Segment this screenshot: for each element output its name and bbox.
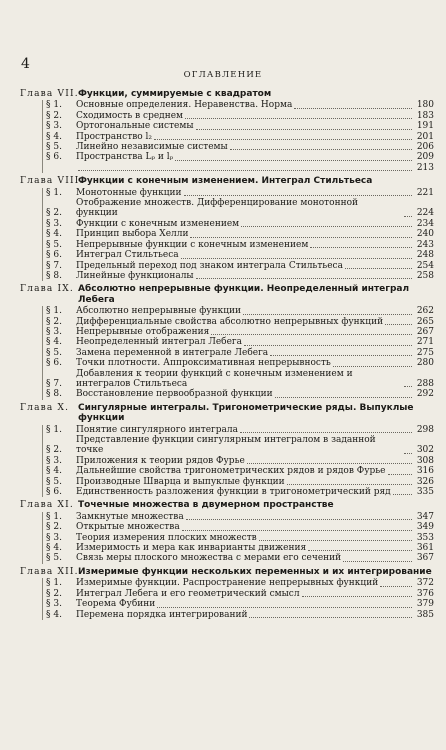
toc-entry[interactable] [46,589,434,599]
leader-dots [181,258,412,259]
section-title: Точки плотности. Аппроксимативная непрерывность [76,358,331,369]
page-ref: 292 [416,389,434,400]
leader-dots [308,550,412,551]
section-number: § 6. [46,152,62,163]
section-title: Дифференциальные свойства абсолютно непрерывных функций [76,316,384,327]
page-header: ОГЛАВЛЕНИЕ [183,70,263,80]
section-title: Единственность разложения функции в тригонометрический ряд [76,487,391,498]
section-title: Теорема Фубини [76,599,156,610]
leader-dots [275,397,412,398]
page-ref: 280 [416,358,434,369]
section-number: § 8. [46,270,62,281]
section-number: § 2. [46,110,62,121]
toc-entry[interactable] [46,477,434,487]
page-ref: 248 [416,250,434,261]
section-number: § 4. [46,466,62,477]
section-number: § 3. [46,121,62,132]
toc-entry[interactable] [46,337,434,347]
page-ref: 298 [416,424,434,435]
leader-dots [343,561,412,562]
page-ref: 376 [416,588,434,599]
chapter-label: Глава VII. [20,89,79,99]
toc-entry[interactable] [46,369,434,390]
section-number: § 4. [46,609,62,620]
chapter-heading [20,89,434,99]
page-ref: 183 [416,110,434,121]
toc-entry[interactable] [46,261,434,271]
chapter-heading [20,567,434,577]
page-ref: 213 [416,162,434,173]
toc-entry[interactable] [46,121,434,131]
section-title: Линейные функционалы [76,270,194,281]
page-ref: 243 [416,239,434,250]
toc-entry[interactable] [46,522,434,532]
section-number: § 4. [46,131,62,142]
page-ref: 275 [416,347,434,358]
section-title: Приложения к теории рядов Фурье [76,455,245,466]
section-number: § 1. [46,511,62,522]
section-list [42,512,434,564]
leader-dots [404,386,412,387]
chapter-heading [20,500,434,510]
leader-dots [404,453,412,454]
page-ref: 349 [416,522,434,533]
page-ref: 308 [416,455,434,466]
leader-dots [393,494,412,495]
page-ref: 191 [416,121,434,132]
section-number: § 3. [46,326,62,337]
page-ref: 209 [416,152,434,163]
leader-dots [404,216,412,217]
toc-entry[interactable] [46,610,434,620]
leader-dots [270,355,412,356]
leader-dots [302,596,412,597]
section-title: Замена переменной в интеграле Лебега [76,347,269,358]
toc-entry[interactable] [46,599,434,609]
page-ref: 367 [416,553,434,564]
page-ref: 361 [416,543,434,554]
leader-dots [249,617,412,618]
toc-entry[interactable] [46,317,434,327]
leader-dots [385,324,412,325]
page-ref: 240 [416,229,434,240]
leader-dots [182,530,412,531]
section-number: § 2. [46,445,62,456]
toc-entry[interactable] [46,132,434,142]
toc-entry[interactable] [46,219,434,229]
section-title: Замкнутые множества [76,511,184,522]
toc-entry[interactable] [46,512,434,522]
toc-entry[interactable] [46,100,434,110]
section-title: Функции с конечным изменением [76,218,240,229]
section-title: Ортогональные системы [76,121,194,132]
toc-entry[interactable] [46,111,434,121]
section-number: § 4. [46,543,62,554]
section-title: Пространства Lₚ и lₚ [76,152,174,163]
toc-entry[interactable] [46,188,434,198]
section-number: § 5. [46,239,62,250]
page-ref: 347 [416,511,434,522]
toc-entry[interactable] [46,533,434,543]
section-number: § 3. [46,455,62,466]
section-list [42,425,434,498]
section-number: § 1. [46,187,62,198]
section-number: § 1. [46,306,62,317]
section-list [42,306,434,400]
page-ref: 302 [416,445,434,456]
page-ref: 326 [416,476,434,487]
toc-entry[interactable] [46,358,434,368]
section-title: Интеграл Лебега и его геометрический смысл [76,588,300,599]
section-list [42,188,434,282]
page-ref: 262 [416,306,434,317]
toc-entry[interactable] [46,327,434,337]
section-title: Открытые множества [76,522,180,533]
leader-dots [333,366,412,367]
toc-entry[interactable] [46,543,434,553]
toc-entry[interactable] [46,466,434,476]
section-number: § 5. [46,476,62,487]
page-number: 4 [21,56,30,72]
chapter-label: Глава X. [20,402,70,413]
leader-dots [244,345,412,346]
page-ref: 288 [416,378,434,389]
page-ref: 271 [416,337,434,348]
page-ref: 335 [416,487,434,498]
section-number: § 1. [46,100,62,111]
page-ref: 224 [416,208,434,219]
toc-entry[interactable] [46,163,434,173]
leader-dots [157,607,412,608]
section-number: § 1. [46,424,62,435]
section-title: Измеримость и мера как инварианты движения [76,543,307,554]
section-number: § 5. [46,347,62,358]
table-of-contents [20,86,434,620]
section-title: Интеграл Стильтьеса [76,250,179,261]
page-ref: 265 [416,316,434,327]
section-number: § 6. [46,487,62,498]
section-title: Основные определения. Неравенства. Норма [76,100,293,111]
toc-entry[interactable] [46,435,434,456]
chapter-heading [20,176,434,186]
page-ref: 379 [416,599,434,610]
leader-dots [184,195,412,196]
page-ref: 372 [416,578,434,589]
section-title: Непрерывные функции с конечным изменением [76,239,309,250]
section-number: § 7. [46,260,62,271]
toc-entry[interactable] [46,425,434,435]
section-title: Монотонные функции [76,187,182,198]
leader-dots [287,484,412,485]
page-ref: 258 [416,270,434,281]
toc-entry[interactable] [46,348,434,358]
section-title: Отображение множеств. Дифференцирование монотонной функции [76,198,358,219]
page-ref: 385 [416,609,434,620]
section-title: Понятие сингулярного интеграла [76,424,238,435]
toc-entry[interactable] [46,487,434,497]
section-title: Представление функции сингулярным интегралом в заданной точке [76,435,376,456]
toc-entry[interactable] [46,578,434,588]
leader-dots [259,540,412,541]
section-number: § 2. [46,316,62,327]
section-title: Добавления к теории функций с конечным изменением и интегралов Стильтьеса [76,368,353,389]
toc-entry[interactable] [46,306,434,316]
toc-entry[interactable] [46,271,434,281]
chapter-label: Глава XI. [20,500,74,511]
leader-dots [185,118,412,119]
section-list [42,100,434,173]
section-title: Непрерывные отображения [76,326,210,337]
section-title: Сходимость в среднем [76,110,184,121]
leader-dots [190,237,412,238]
leader-dots [310,247,412,248]
toc-entry[interactable] [46,250,434,260]
section-title: Теория измерения плоских множеств [76,532,257,543]
page-ref: 206 [416,142,434,153]
section-number: § 3. [46,532,62,543]
page-ref: 353 [416,532,434,543]
chapter-heading [20,284,434,305]
leader-dots [345,268,412,269]
leader-dots [196,129,412,130]
section-number: § 2. [46,208,62,219]
chapter-title: Измеримые функции нескольких переменных и их интегрирование [78,566,432,577]
section-number: § 4. [46,337,62,348]
toc-entry[interactable] [46,229,434,239]
leader-dots [196,278,412,279]
chapter-title: Точечные множества в двумерном пространстве [78,500,334,511]
page-ref: 254 [416,260,434,271]
section-title: Производные Шварца и выпуклые функции [76,476,285,487]
section-number: § 3. [46,599,62,610]
leader-dots [78,170,412,171]
toc-entry[interactable] [46,142,434,152]
chapter-title: Сингулярные интегралы. Тригонометрические ряды. Выпуклые функции [78,402,414,424]
section-number: § 8. [46,389,62,400]
section-title: Абсолютно непрерывные функции [76,306,242,317]
section-number: § 2. [46,588,62,599]
section-title: Связь меры плоского множества с мерами его сечений [76,553,342,564]
leader-dots [243,314,412,315]
page-ref: 234 [416,218,434,229]
leader-dots [388,474,412,475]
page-ref: 180 [416,100,434,111]
section-number: § 5. [46,553,62,564]
section-number: § 3. [46,218,62,229]
section-title: Предельный переход под знаком интеграла Стильтьеса [76,260,343,271]
page-ref: 221 [416,187,434,198]
chapter-title: Функции, суммируемые с квадратом [78,89,272,99]
leader-dots [241,226,412,227]
section-number: § 1. [46,578,62,589]
section-number: § 6. [46,250,62,261]
leader-dots [294,108,412,109]
leader-dots [186,519,412,520]
section-title: Пространство l₂ [76,131,153,142]
chapter-label: Глава VIII. [20,176,84,187]
toc-entry[interactable] [46,152,434,162]
page-ref: 316 [416,466,434,477]
section-number: § 2. [46,522,62,533]
leader-dots [247,463,412,464]
section-title: Неопределенный интеграл Лебега [76,337,242,348]
chapter-heading [20,403,434,424]
toc-entry[interactable] [46,240,434,250]
leader-dots [240,432,412,433]
section-number: § 6. [46,358,62,369]
section-title: Измеримые функции. Распространение непрерывных функций [76,578,379,589]
section-title: Принцип выбора Хелли [76,229,189,240]
leader-dots [211,334,412,335]
chapter-label: Глава XII. [20,566,79,577]
section-title: Дальнейшие свойства тригонометрических рядов и рядов Фурье [76,466,386,477]
leader-dots [380,586,412,587]
page-ref: 201 [416,131,434,142]
leader-dots [230,149,412,150]
toc-entry[interactable] [46,198,434,219]
section-title: Линейно независимые системы [76,142,228,153]
toc-entry[interactable] [46,553,434,563]
section-number: § 5. [46,142,62,153]
section-number: § 4. [46,229,62,240]
section-number: § 7. [46,378,62,389]
chapter-title: Абсолютно непрерывные функции. Неопределенный интеграл Лебега [78,284,410,305]
chapter-label: Глава IX. [20,284,74,295]
section-title: Восстановление первообразной функции [76,389,273,400]
section-list [42,578,434,620]
leader-dots [175,160,412,161]
page-ref: 267 [416,326,434,337]
toc-entry[interactable] [46,389,434,399]
chapter-title: Функции с конечным изменением. Интеграл Стильтьеса [78,176,373,187]
section-title: Перемена порядка интегрирований [76,609,248,620]
leader-dots [154,139,412,140]
toc-entry[interactable] [46,456,434,466]
